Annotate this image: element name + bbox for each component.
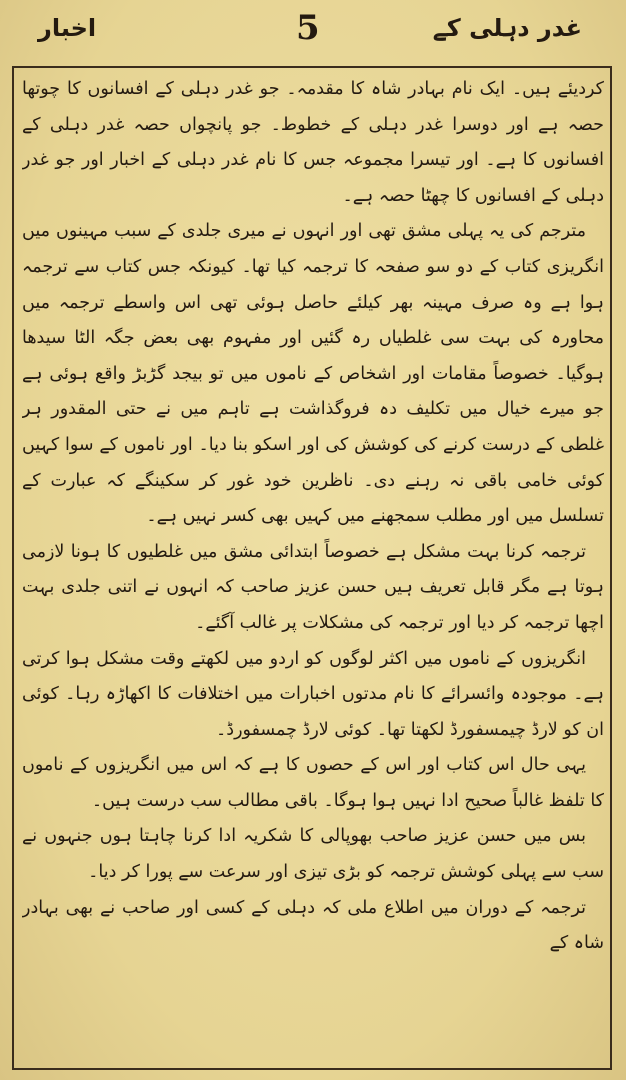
header-title-left: اخبار <box>38 14 97 42</box>
paragraph-2: مترجم کی یہ پہلی مشق تھی اور انہوں نے میری جلدی کے سبب مہینوں میں انگریزی کتاب کے دو سو صفحہ کا ترجمہ کیا تھا۔ کیونکہ جس کتاب سے ترجمہ ہوا ہے وہ صرف مہینہ بھر کیلئے حاصل ہوئی تھی اس واسطے ترجمہ میں محاورہ کی بہت سی غلطیاں رہ گئیں اور مفہوم بھی بعض جگہ الٹا سیدھا ہوگیا۔ خصوصاً مقامات اور اشخاص کے ناموں میں تو بیجد گڑبڑ واقع ہوئی ہے جو میرے خیال میں تکلیف دہ فروگذاشت ہے تاہم میں نے حتی المقدور ہر غلطی کے درست کرنے کی کوشش کی اور اسکو بنا دیا۔ اور ناموں کے سوا کہیں کوئی خامی باقی نہ رہنے دی۔ ناظرین خود غور کر سکینگے کہ عبارت کے تسلسل میں اور مطلب سمجھنے میں کہیں بھی کسر نہیں ہے۔ <box>22 221 604 527</box>
header-title-right: غدر دہلی کے <box>432 14 582 42</box>
page-number: 5 <box>296 8 320 48</box>
document-body <box>22 72 604 1062</box>
paragraph-1: کردیئے ہیں۔ ایک نام بہادر شاہ کا مقدمہ۔ جو غدر دہلی کے افسانوں کا چوتھا حصہ ہے اور دوسرا غدر دہلی کے خطوط۔ جو پانچواں حصہ غدر دہلی کے افسانوں کا ہے۔ اور تیسرا مجموعہ جس کا نام غدر دہلی کے اخبار اور جو غدر دہلی کے افسانوں کا چھٹا حصہ ہے۔ <box>22 79 604 206</box>
paragraph-5: یہی حال اس کتاب اور اس کے حصوں کا ہے کہ اس میں انگریزوں کے ناموں کا تلفظ غالباً صحیح ادا نہیں ہوا ہوگا۔ باقی مطالب سب درست ہیں۔ <box>22 755 604 811</box>
paragraph-7: ترجمہ کے دوران میں اطلاع ملی کہ دہلی کے کسی اور صاحب نے بھی بہادر شاہ کے <box>22 897 604 954</box>
paragraph-4: انگریزوں کے ناموں میں اکثر لوگوں کو اردو میں لکھتے وقت مشکل ہوا کرتی ہے۔ موجودہ وائسرائے کا نام مدتوں اخبارات میں اختلافات کا اکھاڑہ رہا۔ کوئی ان کو لارڈ چیمسفورڈ لکھتا تھا۔ کوئی لارڈ چمسفورڈ۔ <box>22 648 604 740</box>
page-header <box>0 0 626 58</box>
paragraph-6: بس میں حسن عزیز صاحب بھوپالی کا شکریہ ادا کرنا چاہتا ہوں جنہوں نے سب سے پہلی کوشش ترجمہ کو بڑی تیزی اور سرعت سے پورا کر دیا۔ <box>22 826 604 883</box>
paragraph-3: ترجمہ کرنا بہت مشکل ہے خصوصاً ابتدائی مشق میں غلطیوں کا ہونا لازمی ہوتا ہے مگر قابل تعریف ہیں حسن عزیز صاحب کہ انہوں نے اتنی جلدی بہت اچھا ترجمہ کر دیا اور ترجمہ کی مشکلات پر غالب آگئے۔ <box>22 541 604 633</box>
